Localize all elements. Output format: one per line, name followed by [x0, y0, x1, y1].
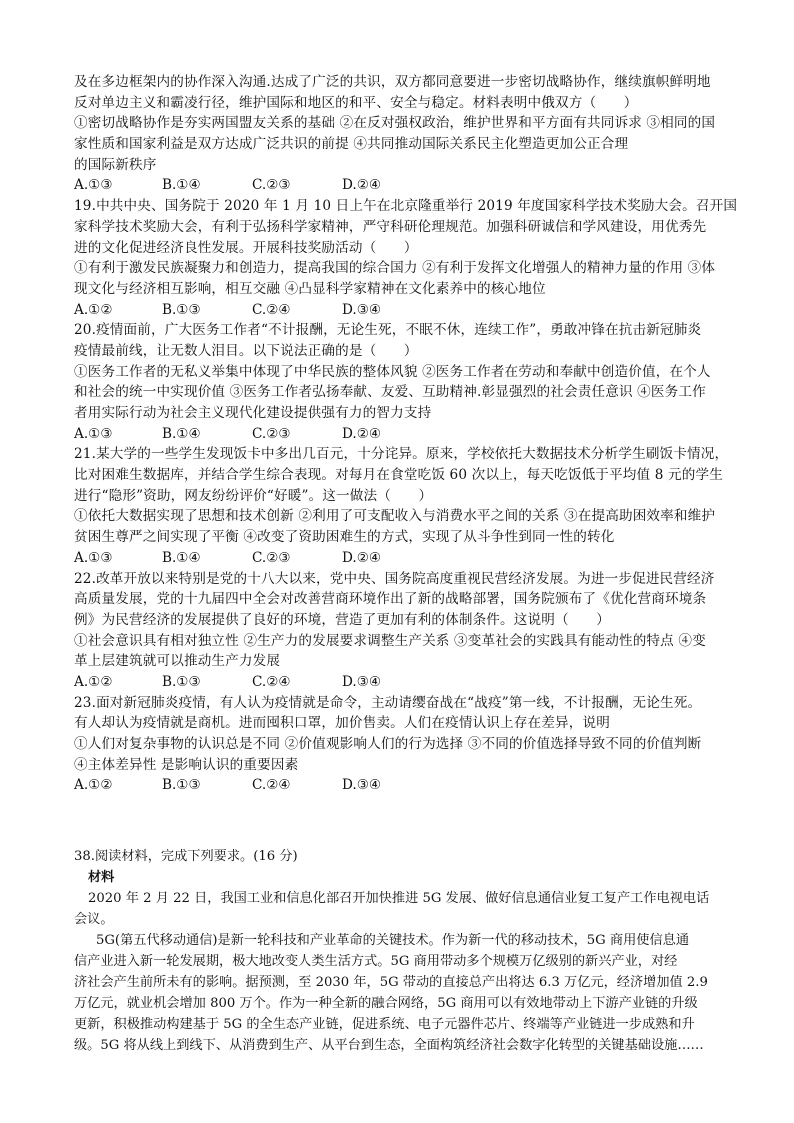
option-a: A.①② [74, 673, 113, 690]
question-text-line: 23.面对新冠肺炎疫情，有人认为疫情就是命令，主动请缨奋战在“战疫”第一线，不计报酬，无论生死。 [74, 694, 702, 711]
option-b: B.①③ [162, 777, 201, 794]
question-18 [74, 72, 734, 196]
exam-page [74, 72, 738, 1056]
question-text-line: 20.疫情面前，广大医务工作者“不计报酬，无论生死，不眠不休，连续工作”，勇敢冲锋在抗击新冠肺炎 [74, 322, 702, 339]
question-text-line: ①密切战略协作是夯实两国盟友关系的基础 ②在反对强权政治，维护世界和平方面有共同诉求 ③相同的国 [74, 115, 716, 132]
question-text-line: ①有利于激发民族凝聚力和创造力，提高我国的综合国力 ②有利于发挥文化增强人的精神力量的作用 ③体 [74, 260, 716, 277]
question-38 [74, 846, 734, 1056]
material-paragraph-line: 会议。 [74, 912, 114, 928]
question-text-line: 比对困难生数据库，并结合学生综合表现。对每月在食堂吃饭 60 次以上，每天吃饭低于平均值 8 元的学生 [74, 467, 724, 484]
answer-options [74, 775, 734, 796]
material-paragraph-line: 级。5G 将从线上到线下、从消费到生产、从平台到生态，全面构筑经济社会数字化转型的关键基础设施…… [74, 1038, 704, 1054]
answer-options [74, 672, 734, 693]
option-c: C.②③ [252, 425, 291, 442]
question-text-line: 及在多边框架内的协作深入沟通.达成了广泛的共识，双方都同意要进一步密切战略协作，继续旗帜鲜明地 [74, 74, 711, 90]
question-text-line: 贫困生尊严之间实现了平衡 ④改变了资助困难生的方式，实现了从斗争性到同一性的转化 [74, 529, 615, 546]
question-text-line: 有人却认为疫情就是商机。进而囤积口罩，加价售卖。人们在疫情认识上存在差异，说明 [74, 715, 611, 732]
option-c: C.②④ [252, 777, 291, 794]
question-text-line: 22.改革开放以来特别是党的十八大以来，党中央、国务院高度重视民营经济发展。为进一步促进民营经济 [74, 570, 715, 587]
option-b: B.①③ [162, 673, 201, 690]
question-text-line: 进的文化促进经济良性发展。开展科技奖励活动（ ） [74, 239, 418, 256]
option-b: B.①④ [162, 425, 201, 442]
question-text-line: 者用实际行动为社会主义现代化建设提供强有力的智力支持 [74, 405, 432, 421]
question-text-line: 家科学技术奖励大会，有利于弘扬科学家精神，严守科研伦理规范。加强科研诚信和学风建设，用优秀先 [74, 218, 707, 235]
option-d: D.②④ [342, 425, 382, 442]
answer-options [74, 175, 734, 196]
question-text-line: ①社会意识具有相对独立性 ②生产力的发展要求调整生产关系 ③变革社会的实践具有能动性的特点 ④变 [74, 632, 706, 649]
option-a: A.①③ [74, 549, 113, 566]
answer-options [74, 300, 734, 321]
question-text-line: 的国际新秩序 [74, 156, 157, 173]
question-text-line: 革上层建筑就可以推动生产力发展 [74, 653, 281, 670]
question-text-line: ①依托大数据实现了思想和技术创新 ②利用了可支配收入与消费水平之间的关系 ③在提高助困效率和维护 [74, 508, 716, 525]
answer-options [74, 548, 734, 569]
material-paragraph-line: 5G(第五代移动通信)是新一轮科技和产业革命的关键技术。作为新一代的移动技术，5G 商用使信息通 [96, 933, 690, 949]
option-c: C.②③ [252, 177, 291, 194]
question-text-line: 家性质和国家利益是双方达成广泛共识的前提 ④共同推动国际关系民主化塑造更加公正合理 [74, 136, 629, 153]
material-label: 材料 [88, 870, 115, 886]
material-paragraph-line: 更新，积极推动构建基于 5G 的全生态产业链，促进系统、电子元器件芯片、终端等产业链进一步成熟和升 [74, 1017, 695, 1033]
section-gap [74, 796, 734, 846]
option-a: A.①② [74, 777, 113, 794]
question-text-line: 例》为民营经济的发展提供了良好的环境，营造了更加有利的体制条件。这说明（ ） [74, 611, 611, 628]
question-19 [74, 196, 738, 320]
question-20 [74, 320, 734, 444]
material-paragraph-line: 万亿元，就业机会增加 800 万个。作为一种全新的融合网络，5G 商用可以有效地带动上下游产业链的升级 [74, 996, 698, 1012]
option-d: D.③④ [342, 301, 382, 318]
question-23 [74, 693, 734, 796]
option-a: A.①② [74, 301, 113, 318]
question-22 [74, 569, 734, 693]
option-a: A.①③ [74, 425, 113, 442]
option-d: D.②④ [342, 177, 382, 194]
material-paragraph-line: 2020 年 2 月 22 日，我国工业和信息化部召开加快推进 5G 发展、做好信息通信业复工复产工作电视电话 [88, 891, 710, 907]
question-text-line: ①人们对复杂事物的认识总是不同 ②价值观影响人们的行为选择 ③不同的价值选择导致不同的价值判断 [74, 736, 702, 752]
question-text-line: 疫情最前线，让无数人泪目。以下说法正确的是（ ） [74, 342, 418, 359]
question-text-line: 高质量发展，党的十九届四中全会对改善营商环境作出了新的战略部署，国务院颁布了《优化营商环境条 [74, 591, 707, 608]
option-d: D.③④ [342, 777, 382, 794]
option-d: D.②④ [342, 549, 382, 566]
question-text-line: 现文化与经济相互影响，相互交融 ④凸显科学家精神在文化素养中的核心地位 [74, 280, 546, 297]
question-text-line: 和社会的统一中实现价值 ③医务工作者弘扬奉献、友爱、互助精神.彰显强烈的社会责任意识 ④医务工作 [74, 384, 706, 401]
option-c: C.②③ [252, 549, 291, 566]
material-paragraph-line: 信产业进入新一轮发展期，极大地改变人类生活方式。5G 商用带动多个规模万亿级别的新兴产业，对经 [74, 954, 678, 970]
answer-options [74, 424, 734, 445]
option-c: C.②④ [252, 673, 291, 690]
question-text-line: ①医务工作者的无私义举集中体现了中华民族的整体风貌 ②医务工作者在劳动和奉献中创造价值，在个人 [74, 363, 711, 380]
question-text-line: 反对单边主义和霸凌行径，维护国际和地区的和平、安全与稳定。材料表明中俄双方（ ） [74, 94, 638, 111]
question-heading: 38.阅读材料，完成下列要求。(16 分) [74, 849, 298, 865]
option-a: A.①③ [74, 177, 113, 194]
option-b: B.①③ [162, 301, 201, 318]
material-paragraph-line: 济社会产生前所未有的影响。据预测，至 2030 年，5G 带动的直接总产出将达 6.3 万亿元，经济增加值 2.9 [74, 975, 708, 991]
option-c: C.②④ [252, 301, 291, 318]
question-text-line: 21.某大学的一些学生发现饭卡中多出几百元，十分诧异。原来，学校依托大数据技术分析学生刷饭卡情况， [74, 446, 729, 463]
option-b: B.①④ [162, 177, 201, 194]
option-d: D.③④ [342, 673, 382, 690]
option-b: B.①④ [162, 549, 201, 566]
question-text-line: 进行“隐形”资助，网友纷纷评价“好暖”。这一做法（ ） [74, 487, 433, 504]
question-text-line: 19.中共中央、国务院于 2020 年 1 月 10 日上午在北京隆重举行 2019 年度国家科学技术奖励大会。召开国 [74, 198, 738, 215]
question-text-line: ④主体差异性 是影响认识的重要因素 [74, 756, 299, 773]
question-21 [74, 444, 734, 568]
